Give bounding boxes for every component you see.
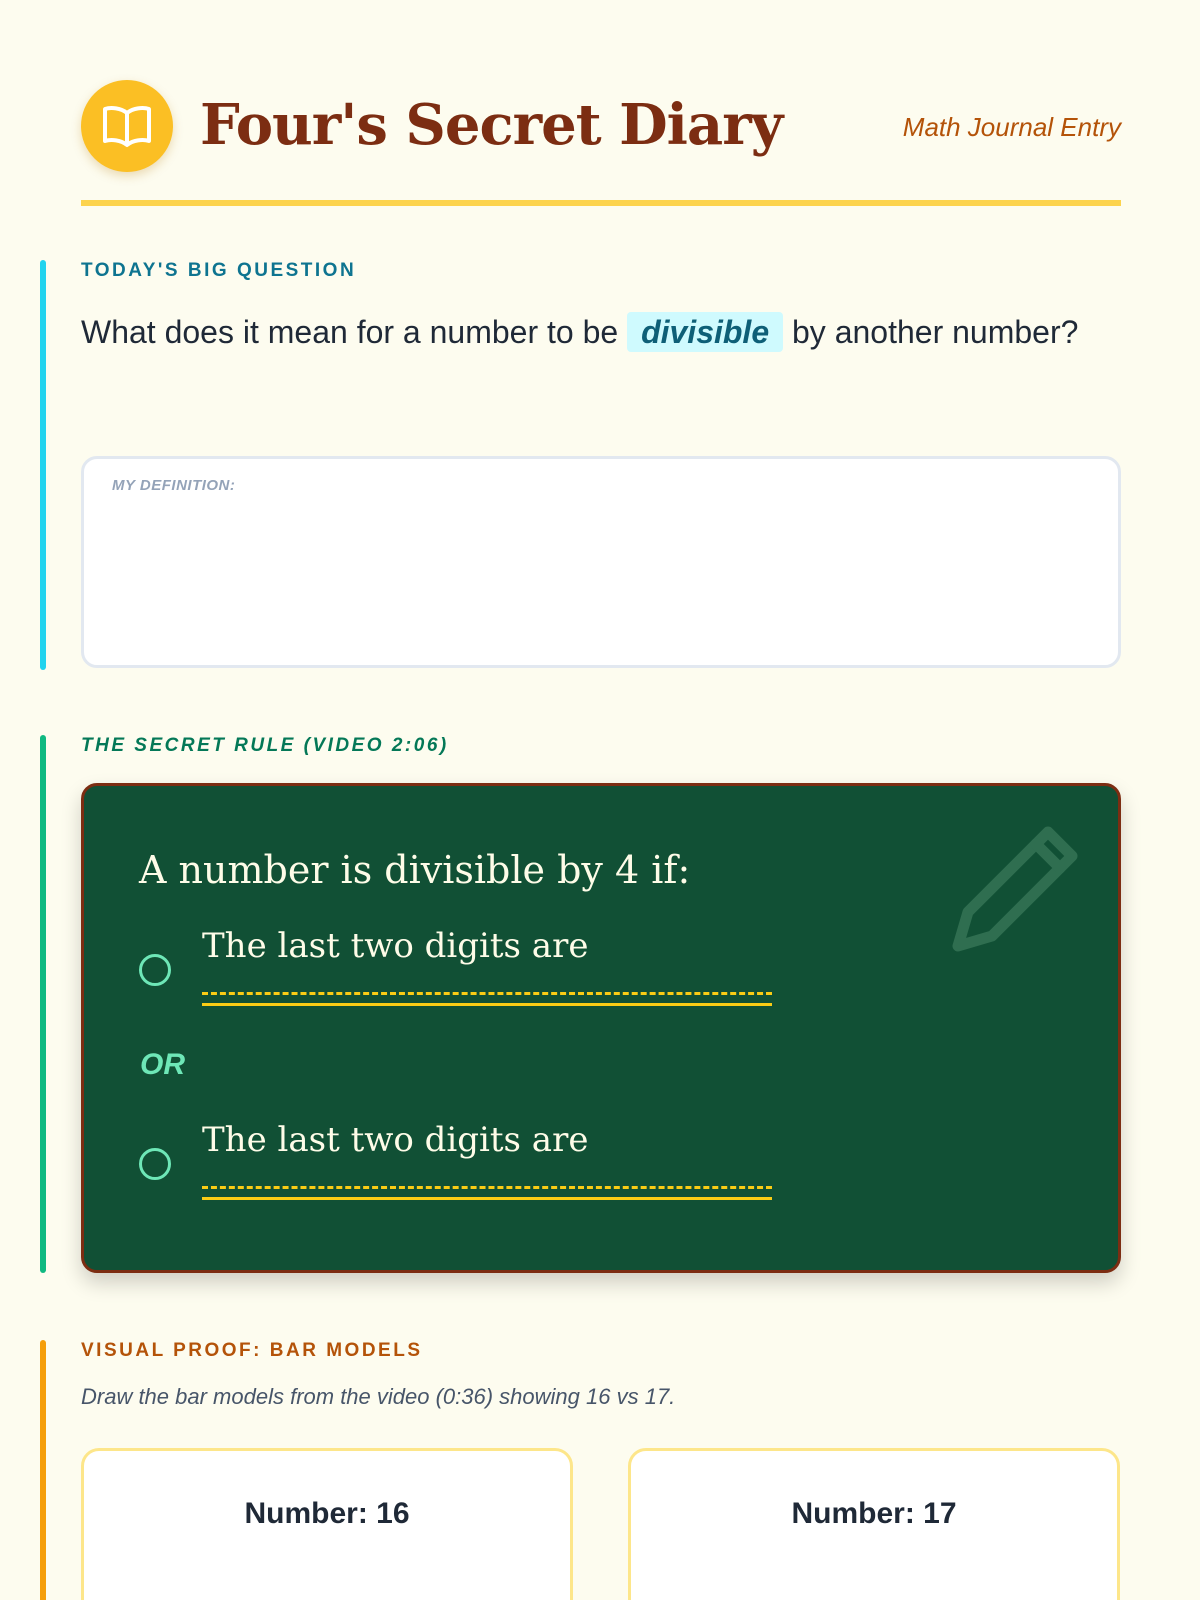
page-title: Four's Secret Diary (200, 92, 783, 158)
answer-blank[interactable] (202, 992, 772, 1006)
secret-rule-section (40, 735, 1121, 1273)
question-text-start: What does it mean for a number to be (81, 314, 628, 350)
section-accent-bar (40, 260, 46, 670)
section-accent-bar (40, 1340, 46, 1600)
pencil-icon (938, 816, 1088, 966)
open-book-icon (101, 104, 153, 148)
definition-label: MY DEFINITION: (112, 477, 236, 494)
bar-model-card[interactable] (628, 1448, 1120, 1600)
rule-option-radio[interactable] (139, 1148, 171, 1180)
question-text-end: by another number? (783, 314, 1079, 350)
rule-option-text: The last two digits are (202, 926, 589, 966)
section-kicker: THE SECRET RULE (VIDEO 2:06) (81, 735, 449, 756)
page-header (81, 80, 1121, 206)
big-question-section (40, 260, 1121, 670)
rule-option-text: The last two digits are (202, 1120, 589, 1160)
rule-heading: A number is divisible by 4 if: (139, 848, 691, 892)
divisible-highlight: divisible (627, 312, 783, 352)
section-accent-bar (40, 735, 46, 1273)
bar-model-title: Number: 16 (244, 1497, 410, 1530)
rule-option-radio[interactable] (139, 954, 171, 986)
rule-option (139, 1120, 839, 1210)
page-subtitle: Math Journal Entry (902, 112, 1121, 142)
rule-option (139, 926, 839, 1016)
section-kicker: VISUAL PROOF: BAR MODELS (81, 1340, 423, 1361)
bar-model-card[interactable] (81, 1448, 573, 1600)
chalkboard (81, 783, 1121, 1273)
big-question (81, 304, 1081, 360)
answer-blank[interactable] (202, 1186, 772, 1200)
definition-field[interactable] (81, 456, 1121, 668)
visual-proof-section (40, 1340, 1121, 1600)
proof-instructions: Draw the bar models from the video (0:36) showing 16 vs 17. (81, 1384, 676, 1409)
bar-model-title: Number: 17 (791, 1497, 957, 1530)
logo (81, 80, 173, 172)
section-kicker: TODAY'S BIG QUESTION (81, 260, 357, 281)
or-label: OR (140, 1048, 185, 1081)
